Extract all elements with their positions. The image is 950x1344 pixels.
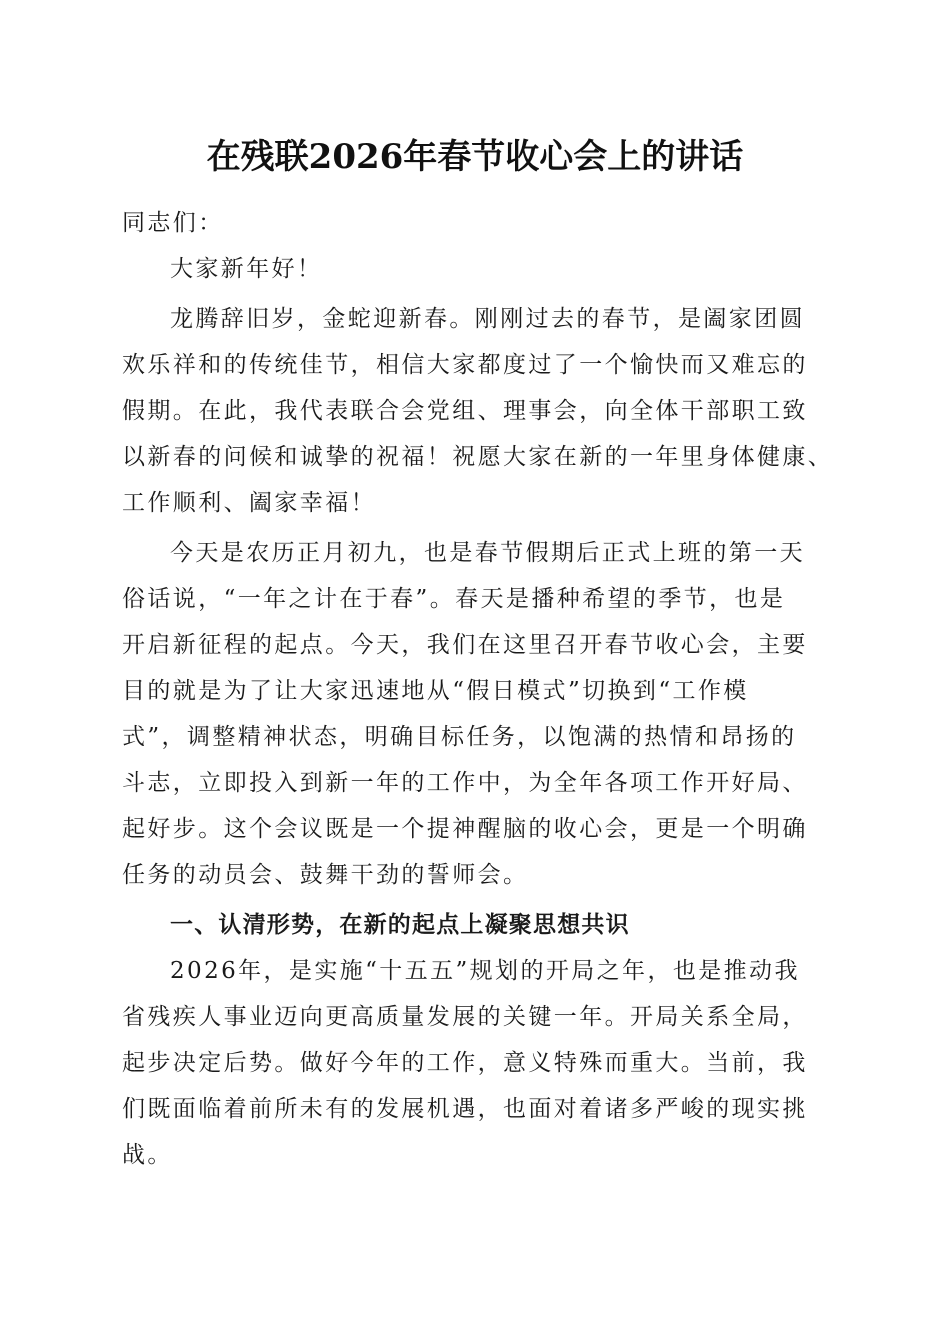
- paragraph-greeting: 大家新年好！: [170, 256, 323, 282]
- section-heading: 一、认清形势，在新的起点上凝聚思想共识: [170, 912, 630, 938]
- paragraph-line: 式”，调整精神状态，明确目标任务，以饱满的热情和昂扬的: [122, 724, 797, 750]
- paragraph-line: 开启新征程的起点。今天，我们在这里召开春节收心会，主要: [122, 632, 808, 658]
- paragraph-line: 们既面临着前所未有的发展机遇，也面对着诸多严峻的现实挑: [122, 1096, 808, 1122]
- salutation: 同志们：: [122, 210, 224, 236]
- paragraph-line: 起步决定后势。做好今年的工作，意义特殊而重大。当前，我: [122, 1050, 808, 1076]
- paragraph-line: 省残疾人事业迈向更高质量发展的关键一年。开局关系全局，: [122, 1004, 808, 1030]
- paragraph-line: 欢乐祥和的传统佳节，相信大家都度过了一个愉快而又难忘的: [122, 352, 808, 378]
- paragraph-line: 以新春的问候和诚挚的祝福！祝愿大家在新的一年里身体健康、: [122, 444, 834, 470]
- paragraph-line: 目的就是为了让大家迅速地从“假日模式”切换到“工作模: [122, 678, 749, 704]
- paragraph-line: 龙腾辞旧岁，金蛇迎新春。刚刚过去的春节，是阖家团圆: [170, 306, 805, 332]
- paragraph-line: 斗志，立即投入到新一年的工作中，为全年各项工作开好局、: [122, 770, 808, 796]
- paragraph-line: 今天是农历正月初九，也是春节假期后正式上班的第一天: [170, 540, 805, 566]
- paragraph-line: 2026年，是实施“十五五”规划的开局之年，也是推动我: [170, 958, 800, 984]
- paragraph-line: 俗话说，“一年之计在于春”。春天是播种希望的季节，也是: [122, 586, 786, 612]
- paragraph-line: 起好步。这个会议既是一个提神醒脑的收心会，更是一个明确: [122, 816, 808, 842]
- paragraph-line: 任务的动员会、鼓舞干劲的誓师会。: [122, 862, 529, 888]
- paragraph-line: 工作顺利、阖家幸福！: [122, 490, 376, 516]
- paragraph-line: 战。: [122, 1142, 173, 1168]
- document-title: 在残联2026年春节收心会上的讲话: [206, 137, 744, 177]
- paragraph-line: 假期。在此，我代表联合会党组、理事会，向全体干部职工致: [122, 398, 808, 424]
